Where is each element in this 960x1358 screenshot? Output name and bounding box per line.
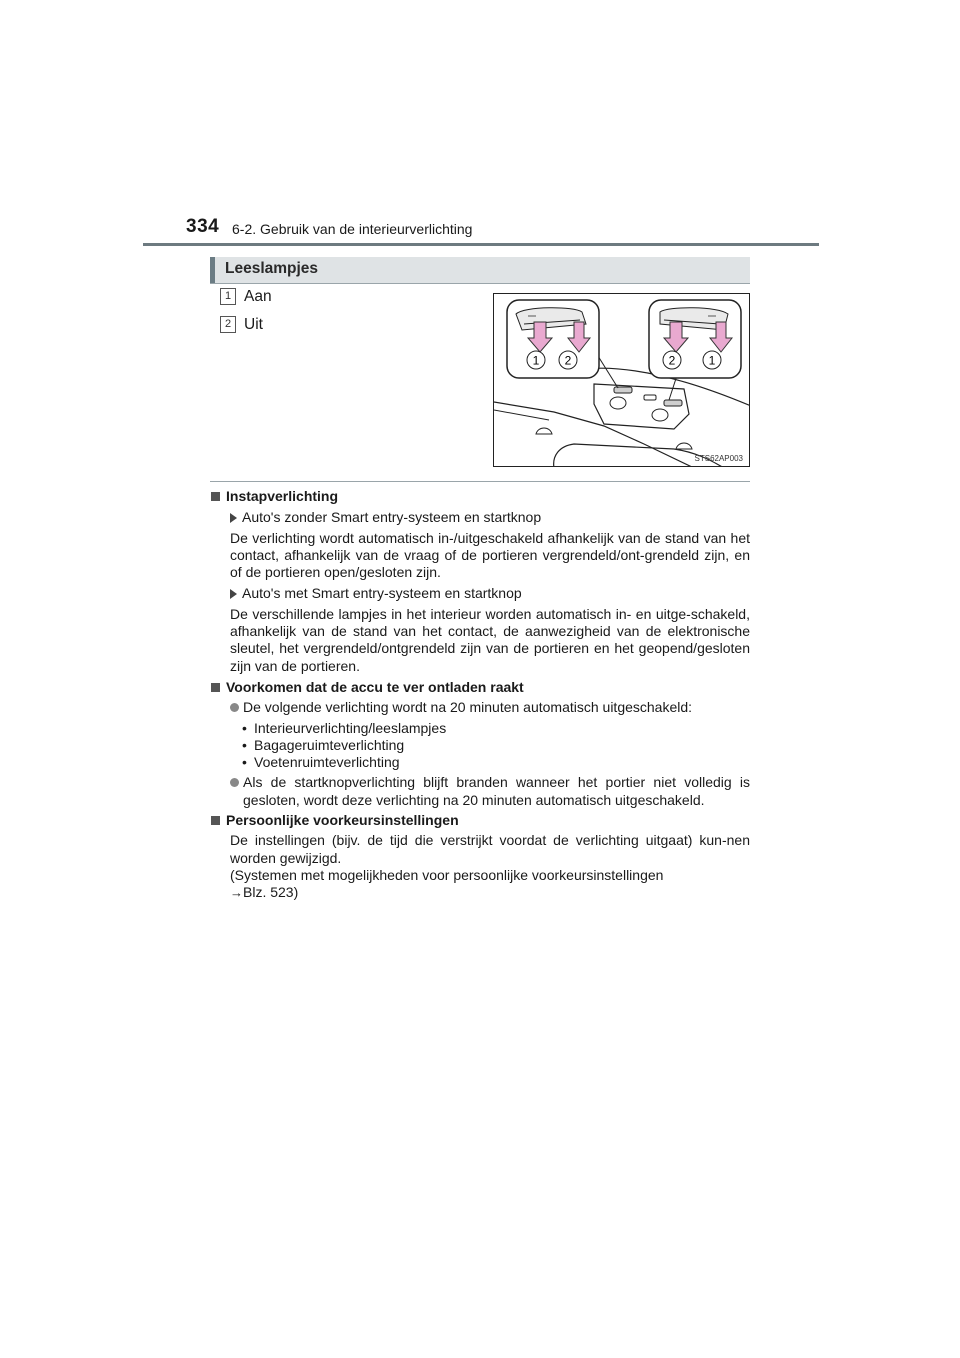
section-title: Leeslampjes xyxy=(225,260,319,277)
instap-case-2: Auto's met Smart entry-systeem en startknop xyxy=(230,585,750,602)
accu-bullet-1: De volgende verlichting wordt na 20 minuten automatisch uitgeschakeld: xyxy=(230,699,750,716)
notes-content xyxy=(210,488,750,906)
section-underline xyxy=(210,283,750,284)
arrow-right-icon: → xyxy=(230,885,243,901)
section-divider xyxy=(210,481,750,482)
list-item: • Bagageruimteverlichting xyxy=(242,737,750,754)
instap-text-1: De verlichting wordt automatisch in-/uitgeschakeld afhankelijk van de stand van het contact, afhankelijk van de vraag of de portieren vergrendeld/ont-grendeld zijn, en of de portieren open/gesloten zijn. xyxy=(230,529,750,581)
running-header: 6-2. Gebruik van de interieurverlichting xyxy=(232,221,473,237)
callout-left-2: 2 xyxy=(564,353,572,368)
header-rule xyxy=(143,243,819,246)
personal-text-1: De instellingen (bijv. de tijd die verstrijkt voordat de verlichting uitgaat) kun-nen worden gewijzigd. xyxy=(230,832,750,866)
accu-bullet-2: Als de startknopverlichting blijft branden wanneer het portier niet volledig is gesloten, wordt deze verlichting na 20 minuten automatisch uitgeschakeld. xyxy=(230,774,750,809)
item-number-2: 2 xyxy=(220,316,236,333)
personal-text-2: (Systemen met mogelijkheden voor persoonlijke voorkeursinstellingen xyxy=(230,866,664,883)
figure-code: STS62AP003 xyxy=(694,454,743,463)
callout-right-2: 2 xyxy=(668,353,676,368)
instap-text-2: De verschillende lampjes in het interieur worden automatisch in- en uitge-schakeld, afhankelijk van de stand van het contact, de aanwezigheid van de elektronische sleutel, het vergrendeld/ontgrendeld zijn van de portieren en het geopend/gesloten zijn van de portieren. xyxy=(230,605,750,674)
list-item: • Voetenruimteverlichting xyxy=(242,754,750,771)
item-aan xyxy=(220,288,272,306)
callout-right-1: 1 xyxy=(708,353,716,368)
accu-heading: Voorkomen dat de accu te ver ontladen raakt xyxy=(210,679,750,696)
reading-lamp-illustration xyxy=(493,293,750,467)
callout-left-1: 1 xyxy=(532,353,540,368)
personal-heading: Persoonlijke voorkeursinstellingen xyxy=(210,812,750,829)
personal-reference xyxy=(230,884,750,901)
item-label-aan: Aan xyxy=(244,288,272,305)
item-uit xyxy=(220,316,263,334)
instap-heading: Instapverlichting xyxy=(210,488,750,505)
illustration-drawing xyxy=(494,294,750,467)
personal-page-ref: Blz. 523) xyxy=(243,884,299,901)
list-item: • Interieurverlichting/leeslampjes xyxy=(242,720,750,737)
section-heading-bar xyxy=(210,257,750,283)
item-label-uit: Uit xyxy=(244,316,263,333)
page-number: 334 xyxy=(186,216,220,237)
item-number-1: 1 xyxy=(220,288,236,305)
instap-case-1: Auto's zonder Smart entry-systeem en startknop xyxy=(230,509,750,526)
accu-light-list xyxy=(242,720,750,772)
